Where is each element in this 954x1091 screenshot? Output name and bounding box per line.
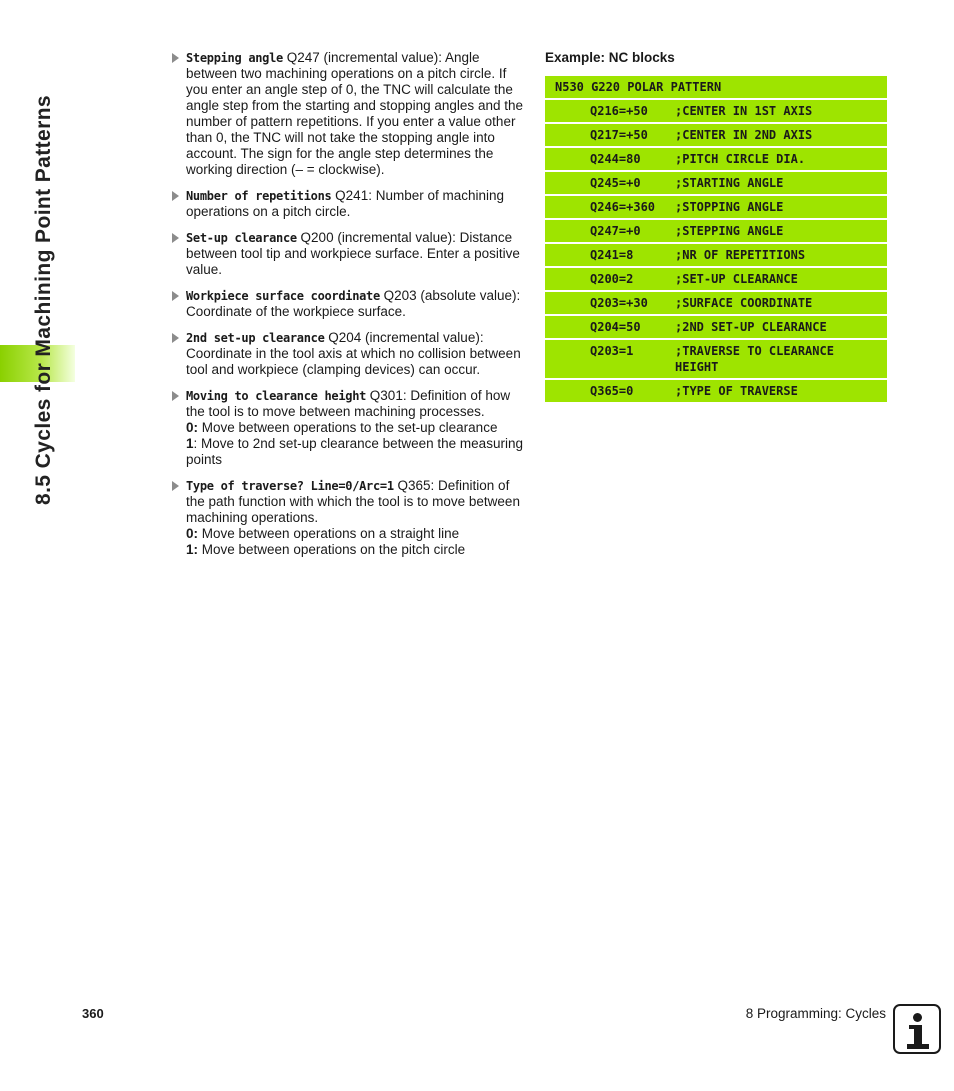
option-key: 1 [186,436,194,451]
parameter-name: Workpiece surface coordinate [186,289,380,303]
parameter-description: Q365: Definition of the path function with which the tool is to move between machining operations. [186,478,520,525]
parameter-list [172,50,527,568]
parameter-item [172,230,527,278]
nc-header-row [545,76,887,98]
nc-row [545,196,887,218]
option-key: 0: [186,526,199,541]
triangle-right-icon [172,333,179,343]
chapter-title: 8 Programming: Cycles [745,1006,886,1021]
option-text: Move between operations on a straight line [198,526,460,541]
nc-row [545,220,887,242]
parameter-item [172,288,527,320]
triangle-right-icon [172,53,179,63]
nc-row [545,380,887,402]
nc-comment: ;CENTER IN 1ST AXIS [675,104,813,118]
nc-parameter: Q203=1 [590,344,634,358]
nc-rows [545,100,887,402]
nc-comment: ;PITCH CIRCLE DIA. [675,152,806,166]
nc-header: N530 G220 POLAR PATTERN [555,80,722,94]
nc-row [545,244,887,266]
parameter-item [172,330,527,378]
nc-row [545,316,887,338]
nc-parameter: Q241=8 [590,248,634,262]
option-key: 0: [186,420,199,435]
nc-comment: ;STOPPING ANGLE [675,200,784,214]
nc-parameter: Q216=+50 [590,104,648,118]
parameter-description: Q204 (incremental value): Coordinate in the tool axis at which no collision between tool and workpiece (clamping devices) can occur. [186,330,521,377]
parameter-name: Type of traverse? Line=0/Arc=1 [186,479,394,493]
nc-parameter: Q245=+0 [590,176,641,190]
nc-example [545,50,887,404]
parameter-name: Moving to clearance height [186,389,367,403]
nc-parameter: Q200=2 [590,272,634,286]
nc-comment: ;NR OF REPETITIONS [675,248,806,262]
triangle-right-icon [172,191,179,201]
page-number: 360 [82,1006,104,1021]
nc-row [545,172,887,194]
nc-comment: ;SET-UP CLEARANCE [675,272,798,286]
nc-parameter: Q217=+50 [590,128,648,142]
parameter-name: Set-up clearance [186,231,297,245]
nc-parameter: Q244=80 [590,152,641,166]
triangle-right-icon [172,233,179,243]
parameter-name: Stepping angle [186,51,283,65]
nc-parameter: Q246=+360 [590,200,656,214]
parameter-name: 2nd set-up clearance [186,331,325,345]
option-key: 1: [186,542,199,557]
parameter-description: Q247 (incremental value): Angle between two machining operations on a pitch circle. If you enter an angle step of 0, the TNC will calculate the angle step from the starting and stopping angles and the number of pattern repetitions. If you enter a value other than 0, the TNC will not take the stopping angle into account. The sign for the angle step determines the working direction (– = clockwise). [186,50,523,177]
parameter-description: Q200 (incremental value): Distance between tool tip and workpiece surface. Enter a positive value. [186,230,520,277]
nc-row [545,124,887,146]
example-title: Example: NC blocks [545,50,675,65]
parameter-item [172,50,527,178]
parameter-option [186,526,527,542]
section-sidebar [0,0,80,1091]
nc-row [545,100,887,122]
parameter-option [186,420,527,436]
section-title: 8.5 Cycles for Machining Point Patterns [32,94,55,506]
nc-comment: ;STEPPING ANGLE [675,224,784,238]
parameter-option [186,436,527,468]
nc-row [545,148,887,170]
option-text: Move between operations to the set-up clearance [198,420,498,435]
parameter-item [172,188,527,220]
parameter-description: Q203 (absolute value): Coordinate of the workpiece surface. [186,288,521,319]
nc-parameter: Q203=+30 [590,296,648,310]
parameter-item [172,388,527,468]
triangle-right-icon [172,391,179,401]
nc-comment: ;STARTING ANGLE [675,176,784,190]
parameter-name: Number of repetitions [186,189,332,203]
triangle-right-icon [172,481,179,491]
nc-comment: ;TYPE OF TRAVERSE [675,384,798,398]
parameter-description: Q241: Number of machining operations on a pitch circle. [186,188,505,219]
info-icon [893,1004,941,1054]
nc-row [545,292,887,314]
parameter-description: Q301: Definition of how the tool is to move between machining processes. [186,388,511,419]
option-text: : Move to 2nd set-up clearance between the measuring points [186,436,523,467]
parameter-option [186,542,527,558]
nc-parameter: Q247=+0 [590,224,641,238]
nc-row [545,268,887,290]
triangle-right-icon [172,291,179,301]
nc-comment: ;TRAVERSE TO CLEARANCE HEIGHT [675,344,834,374]
nc-parameter: Q204=50 [590,320,641,334]
nc-row [545,340,887,378]
nc-parameter: Q365=0 [590,384,634,398]
option-text: Move between operations on the pitch circle [198,542,466,557]
parameter-item [172,478,527,558]
nc-comment: ;2ND SET-UP CLEARANCE [675,320,827,334]
nc-comment: ;CENTER IN 2ND AXIS [675,128,813,142]
nc-comment: ;SURFACE COORDINATE [675,296,813,310]
